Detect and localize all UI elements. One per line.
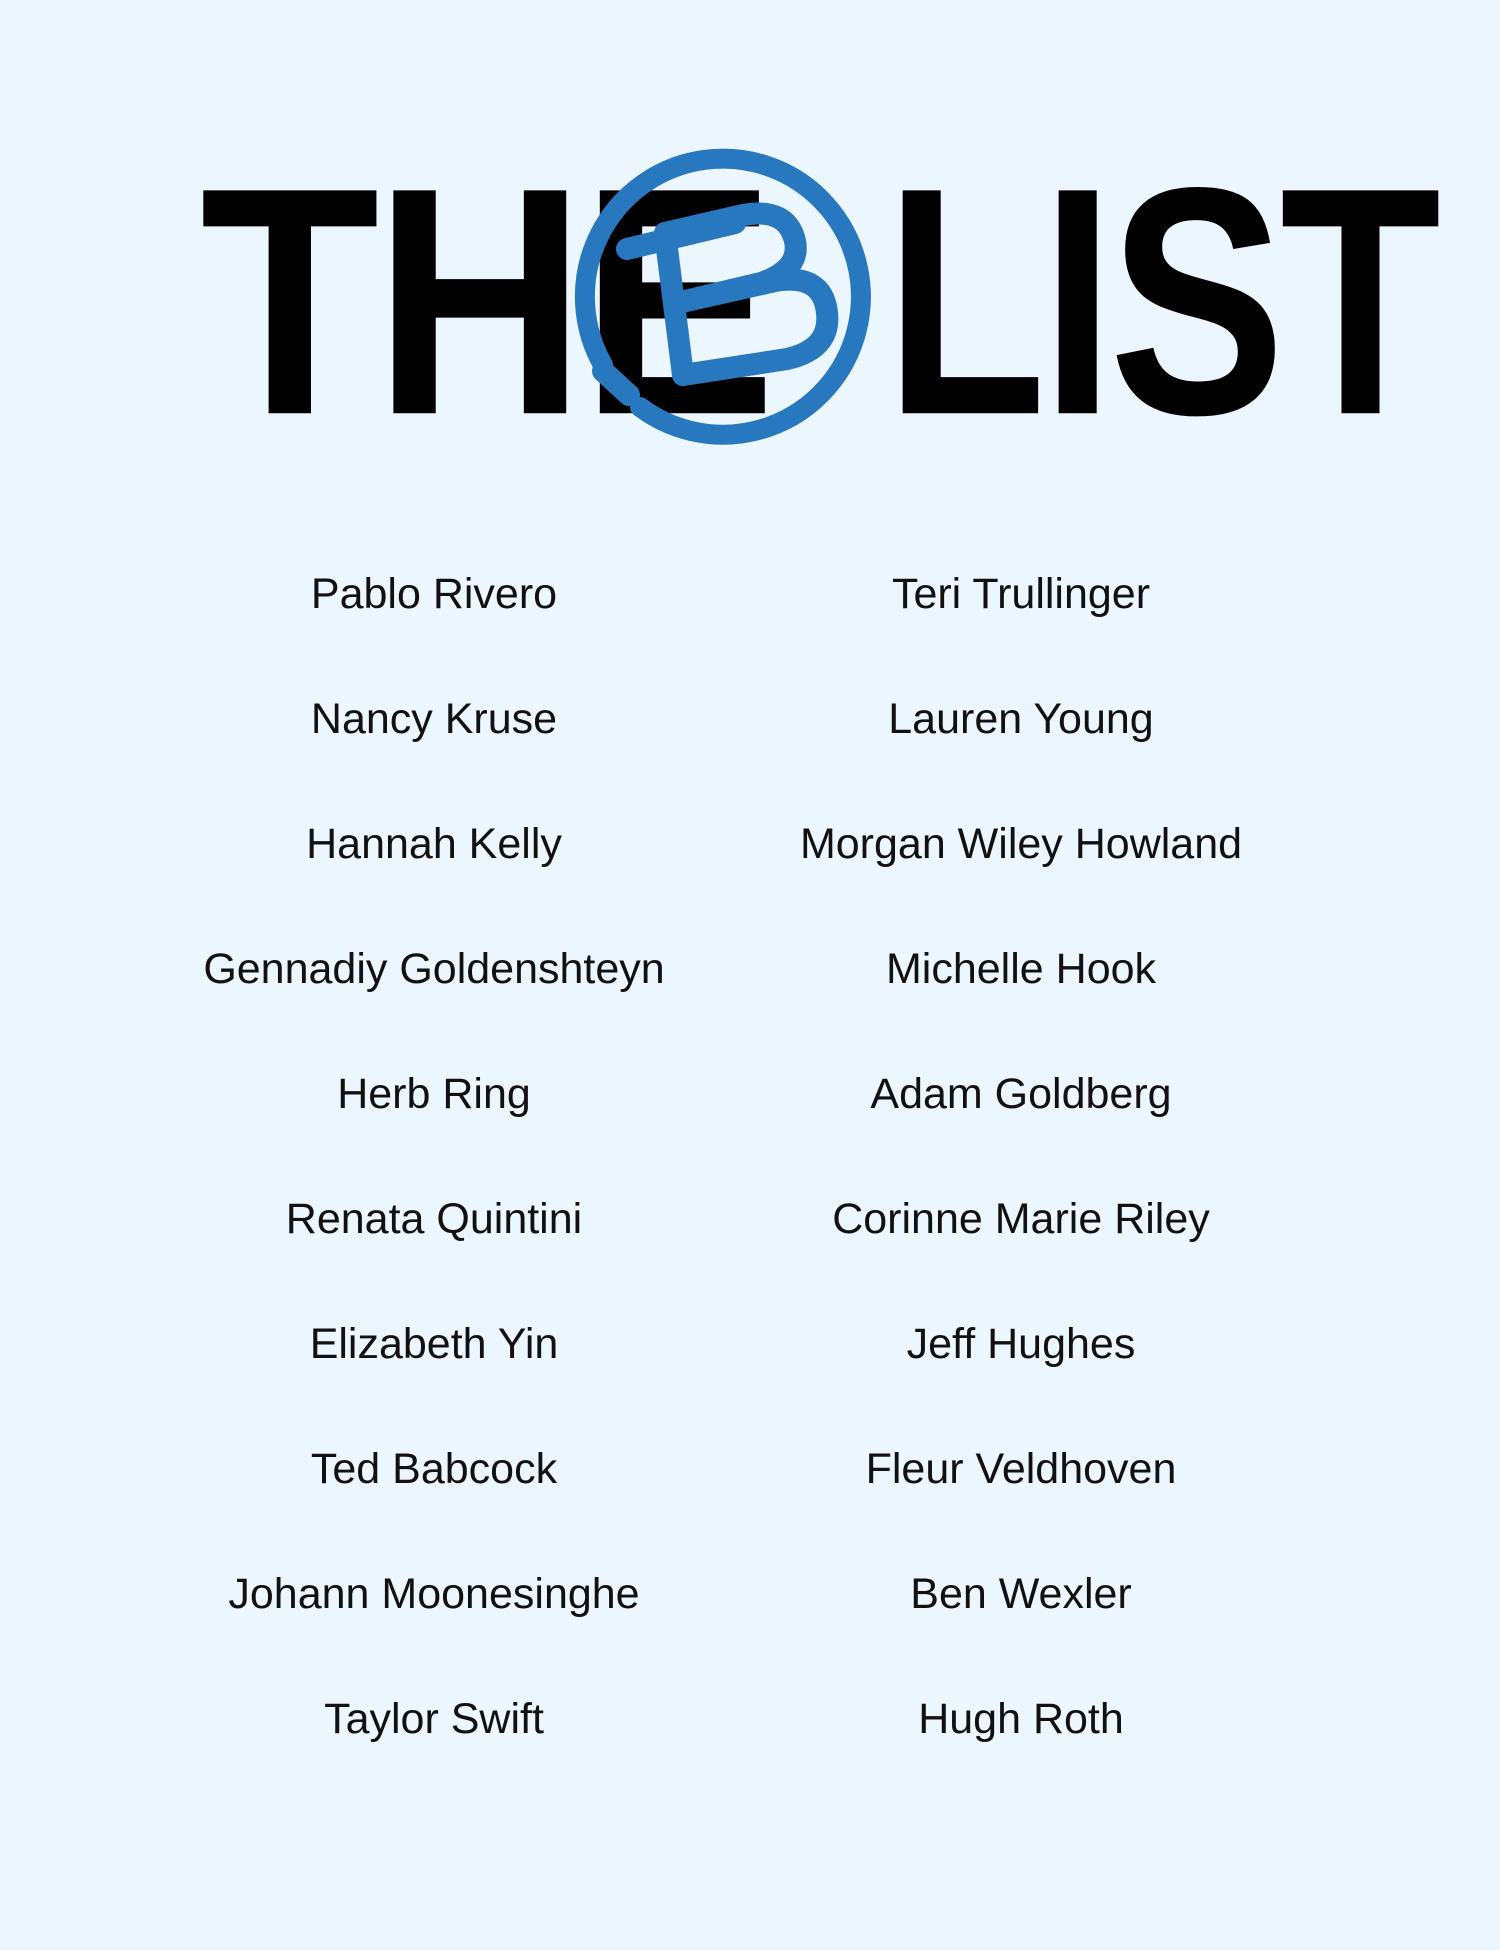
list-item: Jeff Hughes xyxy=(906,1320,1136,1368)
logo-word-the: THE xyxy=(200,119,771,483)
list-item: Elizabeth Yin xyxy=(309,1320,559,1368)
list-item: Pablo Rivero xyxy=(310,570,558,618)
list-item: Ted Babcock xyxy=(310,1445,558,1493)
list-item: Hannah Kelly xyxy=(306,820,562,868)
list-item: Johann Moonesinghe xyxy=(228,1570,640,1618)
list-item: Hugh Roth xyxy=(918,1695,1124,1743)
list-item: Fleur Veldhoven xyxy=(865,1445,1177,1493)
logo-word-list: LIST xyxy=(885,119,1436,483)
list-item: Teri Trullinger xyxy=(891,570,1151,618)
list-item: Corinne Marie Riley xyxy=(832,1195,1210,1243)
list-item: Taylor Swift xyxy=(324,1695,544,1743)
list-item: Ben Wexler xyxy=(910,1570,1132,1618)
list-item: Gennadiy Goldenshteyn xyxy=(203,945,665,993)
list-item: Adam Goldberg xyxy=(870,1070,1172,1118)
list-item: Morgan Wiley Howland xyxy=(799,820,1243,868)
list-item: Lauren Young xyxy=(888,695,1154,743)
list-item: Michelle Hook xyxy=(885,945,1157,993)
list-item: Renata Quintini xyxy=(285,1195,583,1243)
list-item: Nancy Kruse xyxy=(310,695,558,743)
list-item: Herb Ring xyxy=(337,1070,531,1118)
